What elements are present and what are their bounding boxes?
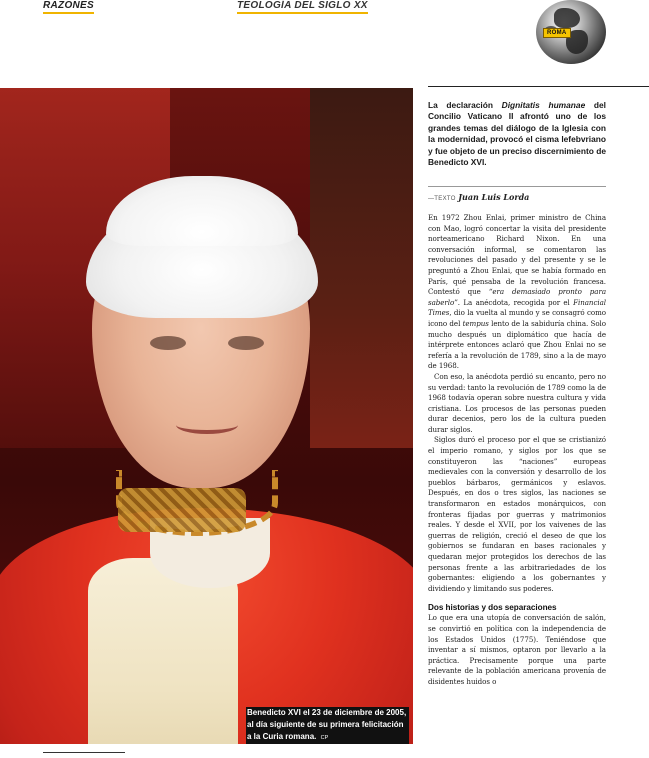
lead-text-end: del Concilio Vaticano II afrontó uno de los grandes temas del diálogo de la Iglesia con la modernidad, provocó el cisma lefebvriano y fue objeto de un preciso discernimiento de Benedicto XVI. bbox=[428, 100, 606, 168]
lead-emphasis: Dignitatis humanae bbox=[501, 100, 586, 110]
footer-divider bbox=[43, 752, 125, 753]
byline bbox=[428, 192, 529, 202]
photo-caption bbox=[246, 707, 409, 744]
lead-text-start: La declaración bbox=[428, 100, 502, 110]
caption-text: Benedicto XVI el 23 de diciembre de 2005, al día siguiente de su primera felicitación a la Curia romana. bbox=[247, 708, 407, 741]
byline-author: Juan Luis Lorda bbox=[458, 192, 530, 202]
top-divider bbox=[428, 86, 649, 87]
article-body bbox=[428, 213, 606, 688]
section-subhead: Dos historias y dos separaciones bbox=[428, 603, 557, 613]
byline-label: —TEXTO bbox=[428, 196, 456, 202]
article-lead bbox=[428, 100, 606, 168]
paragraph: Lo que era una utopía de conversación de salón, se convirtió en política con la independencia de los Estados Unidos (1775). Teniéndose que inventar a sí mismos, optaron por llevarlo a la práctica. Precisamente porque una parte relevante de la población americana provenía de disidentes huidos o bbox=[428, 613, 606, 686]
location-tag: ROMA bbox=[543, 28, 571, 38]
photo-credit: CP bbox=[320, 735, 329, 741]
pope-portrait-photo bbox=[0, 88, 413, 744]
section-label: RAZONES bbox=[43, 0, 94, 14]
series-label: TEOLOGÍA DEL SIGLO XX bbox=[237, 0, 368, 14]
paragraph: En 1972 Zhou Enlai, primer ministro de China con Mao, logró concertar la visita del presidente norteamericano Richard Nixon. En una conversación informal, se comentaron las revoluciones del pasado y del presente y se le preguntó a Zhou Enlai, que se había formado en París, qué pensaba de la revolución francesa. Contestó que “era demasiado pronto para saberlo”. La anécdota, recogida por el Financial Times, dio la vuelta al mundo y se consagró como icono del tempus lento de la sabiduría china. Solo mucho después un diplomático que hacía de intérprete entonces aclaró que Zhou Enlai no se refería a la revolución de 1789, sino a la de mayo de 1968. bbox=[428, 213, 606, 371]
byline-divider bbox=[428, 186, 606, 187]
paragraph: Con eso, la anécdota perdió su encanto, pero no su verdad: tanto la revolución de 1789 como la de 1968 todavía operan sobre nuestra cultura y vida cristiana. Los procesos de las personas pueden durar decenios, pero los de la cultura pueden durar siglos. bbox=[428, 371, 606, 434]
paragraph: Siglos duró el proceso por el que se cristianizó el imperio romano, y siglos por los que se constituyeron las “naciones” europeas medievales con la conversión y desarrollo de los pueblos bárbaros, germánicos y eslavos. Después, en dos o tres siglos, las naciones se transformaron en estados monárquicos, con fronteras fijadas por guerras y matrimonios reales. Y desde el XVII, por los vaivenes de las guerras de religión, creció el deseo de que los gobiernos se fundaran en bases racionales y quedaran mejor protegidos los derechos de las personas frente a las arbitrariedades de los gobernantes: eligiendo a los gobernantes y dividiendo y limitando sus poderes. bbox=[428, 435, 606, 593]
